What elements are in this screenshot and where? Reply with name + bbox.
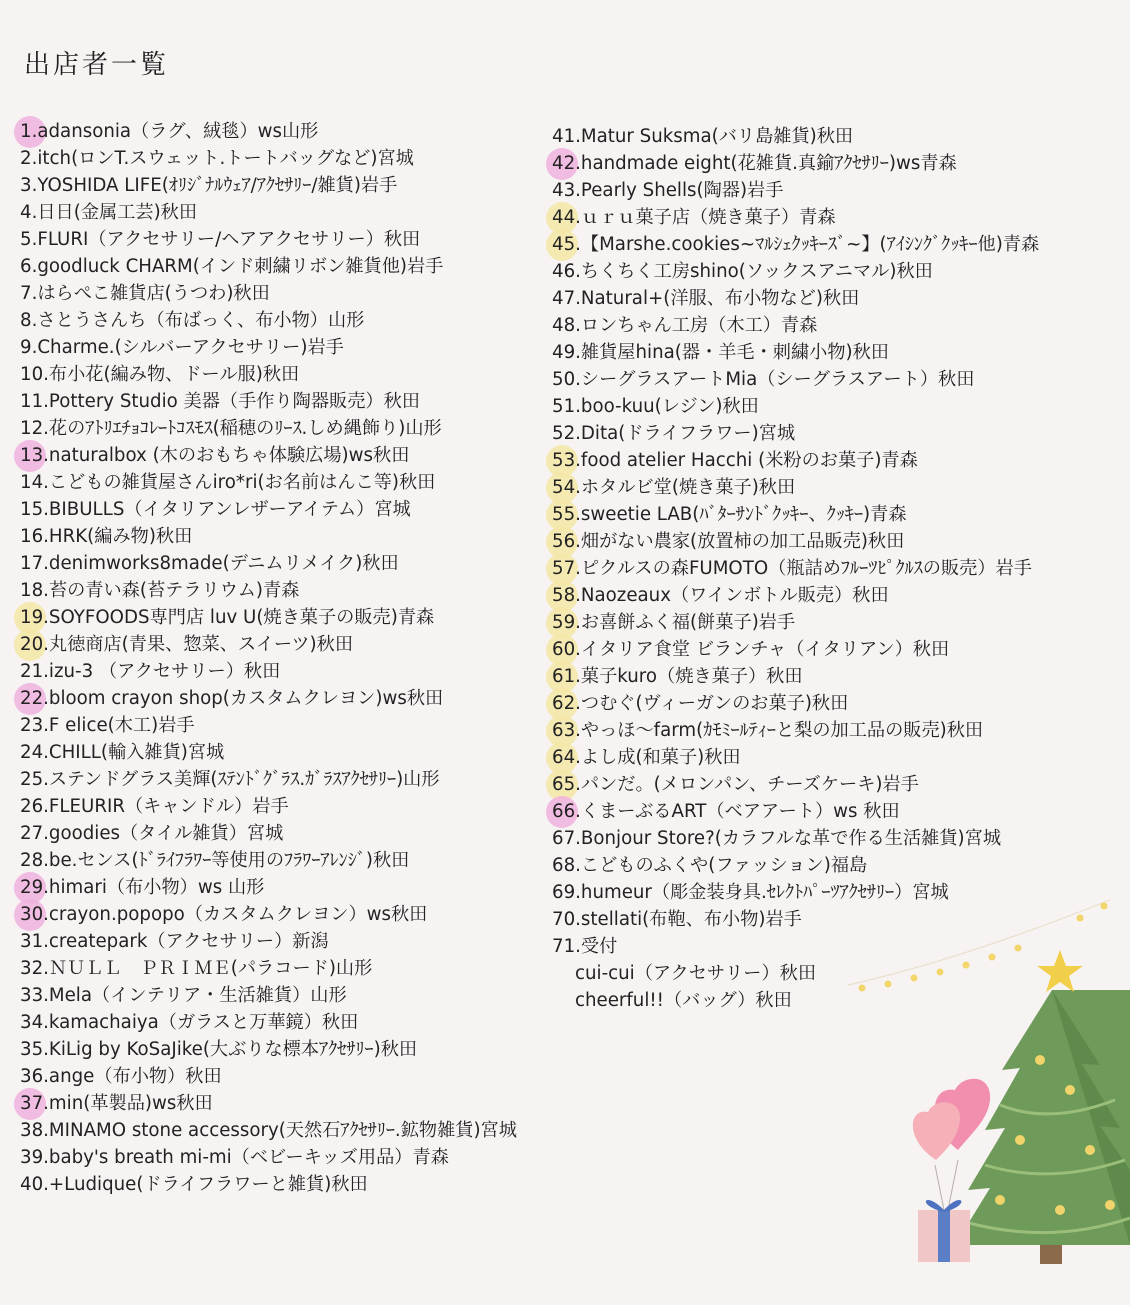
exhibitor-entry-text: 1.adansonia（ラグ、絨毯）ws山形: [20, 121, 319, 142]
exhibitor-entry-text: 17.denimworks8made(デニムリメイク)秋田: [20, 553, 399, 574]
exhibitor-entry-text: 60.イタリア食堂 ビランチャ（イタリアン）秋田: [552, 639, 950, 660]
exhibitor-entry-text: 38.MINAMO stone accessory(天然石ｱｸｾｻﾘｰ.鉱物雑貨)宮城: [20, 1120, 517, 1141]
exhibitor-entry-text: 39.baby's breath mi-mi（ベビーキッズ用品）青森: [20, 1147, 449, 1168]
exhibitor-entry-text: 4.日日(金属工芸)秋田: [20, 202, 198, 223]
exhibitor-entry-text: 31.createpark（アクセサリー）新潟: [20, 931, 329, 952]
exhibitor-entry-text: 24.CHILL(輸入雑貨)宮城: [20, 742, 225, 763]
exhibitor-entry-text: 64.よし成(和菓子)秋田: [552, 747, 741, 768]
exhibitor-entry-text: 8.さとうさんち（布ばっく、布小物）山形: [20, 310, 365, 331]
exhibitor-entry-text: 52.Dita(ドライフラワー)宮城: [552, 423, 796, 444]
exhibitor-entry-text: 41.Matur Suksma(バリ島雑貨)秋田: [552, 126, 854, 147]
exhibitor-entry-text: 29.himari（布小物）ws 山形: [20, 877, 265, 898]
exhibitor-entry-text: 2.itch(ロンT.スウェット.トートバッグなど)宮城: [20, 148, 414, 169]
exhibitor-entry-text: 57.ピクルスの森FUMOTO（瓶詰めﾌﾙｰﾂﾋﾟｸﾙｽの販売）岩手: [552, 558, 1032, 579]
exhibitor-entry-text: cui-cui（アクセサリー）秋田: [575, 963, 817, 984]
exhibitor-entry-text: 68.こどものふくや(ファッション)福島: [552, 855, 868, 876]
exhibitor-entry-text: 71.受付: [552, 936, 618, 957]
exhibitor-entry-text: 6.goodluck CHARM(インド刺繍リボン雑貨他)岩手: [20, 256, 444, 277]
exhibitor-entry-text: 3.YOSHIDA LIFE(ｵﾘｼﾞﾅﾙｳｪｱ/ｱｸｾｻﾘｰ/雑貨)岩手: [20, 175, 398, 196]
exhibitor-entry-text: 27.goodies（タイル雑貨）宮城: [20, 823, 284, 844]
exhibitor-entry-text: 53.food atelier Hacchi (米粉のお菓子)青森: [552, 450, 918, 471]
exhibitor-entry-text: 54.ホタルビ堂(焼き菓子)秋田: [552, 477, 796, 498]
exhibitor-entry-text: cheerful!!（バッグ）秋田: [575, 990, 792, 1011]
exhibitor-entry-text: 25.ステンドグラス美輝(ｽﾃﾝﾄﾞｸﾞﾗｽ.ｶﾞﾗｽｱｸｾｻﾘｰ)山形: [20, 769, 440, 790]
exhibitor-entry-text: 62.つむぐ(ヴィーガンのお菓子)秋田: [552, 693, 849, 714]
exhibitor-entry-text: 21.izu-3 （アクセサリー）秋田: [20, 661, 281, 682]
exhibitor-entry-text: 56.畑がない農家(放置柿の加工品販売)秋田: [552, 531, 905, 552]
exhibitor-entry-text: 16.HRK(編み物)秋田: [20, 526, 193, 547]
exhibitor-entry-text: 26.FLEURIR（キャンドル）岩手: [20, 796, 289, 817]
exhibitor-entry-text: 69.humeur（彫金装身具.ｾﾚｸﾄﾊﾟｰﾂｱｸｾｻﾘｰ）宮城: [552, 882, 949, 903]
exhibitor-entry-text: 22.bloom crayon shop(カスタムクレヨン)ws秋田: [20, 688, 444, 709]
exhibitor-entry-text: 55.sweetie LAB(ﾊﾞﾀｰｻﾝﾄﾞｸｯｷｰ、ｸｯｷｰ)青森: [552, 504, 907, 525]
exhibitor-entry-text: 40.+Ludique(ドライフラワーと雑貨)秋田: [20, 1174, 368, 1195]
exhibitor-entry-text: 50.シーグラスアートMia（シーグラスアート）秋田: [552, 369, 975, 390]
exhibitor-entry-text: 59.お喜餅ふく福(餅菓子)岩手: [552, 612, 796, 633]
exhibitor-entry-text: 47.Natural+(洋服、布小物など)秋田: [552, 288, 860, 309]
exhibitor-entry-text: 15.BIBULLS（イタリアンレザーアイテム）宮城: [20, 499, 411, 520]
exhibitor-entry-text: 36.ange（布小物）秋田: [20, 1066, 222, 1087]
exhibitor-entry-text: 18.苔の青い森(苔テラリウム)青森: [20, 580, 300, 601]
exhibitor-entry-text: 20.丸徳商店(青果、惣菜、スイーツ)秋田: [20, 634, 354, 655]
exhibitor-entry-text: 32.ＮＵＬＬ ＰＲＩＭＥ(パラコード)山形: [20, 958, 373, 979]
exhibitor-entry-text: 70.stellati(布鞄、布小物)岩手: [552, 909, 802, 930]
exhibitor-entry-text: 19.SOYFOODS専門店 luv U(焼き菓子の販売)青森: [20, 607, 435, 628]
exhibitor-entry-text: 46.ちくちく工房shino(ソックスアニマル)秋田: [552, 261, 933, 282]
exhibitor-entry-text: 23.F elice(木工)岩手: [20, 715, 195, 736]
exhibitor-entry-text: 9.Charme.(シルバーアクセサリー)岩手: [20, 337, 344, 358]
star-icon: [1037, 950, 1083, 992]
exhibitor-entry-text: 11.Pottery Studio 美器（手作り陶器販売）秋田: [20, 391, 420, 412]
exhibitor-entry-text: 28.be.センス(ﾄﾞﾗｲﾌﾗﾜｰ等使用のﾌﾗﾜｰｱﾚﾝｼﾞ)秋田: [20, 850, 410, 871]
exhibitor-entry-text: 7.はらぺこ雑貨店(うつわ)秋田: [20, 283, 270, 304]
exhibitor-entry-text: 51.boo-kuu(レジン)秋田: [552, 396, 759, 417]
exhibitor-entry-text: 43.Pearly Shells(陶器)岩手: [552, 180, 784, 201]
exhibitor-entry-text: 58.Naozeaux（ワインボトル販売）秋田: [552, 585, 889, 606]
exhibitor-entry-text: 42.handmade eight(花雑貨.真鍮ｱｸｾｻﾘｰ)ws青森: [552, 153, 957, 174]
exhibitor-entry-text: 61.菓子kuro（焼き菓子）秋田: [552, 666, 803, 687]
exhibitor-entry-text: 37.min(革製品)ws秋田: [20, 1093, 213, 1114]
exhibitor-entry-text: 67.Bonjour Store?(カラフルな革で作る生活雑貨)宮城: [552, 828, 1002, 849]
exhibitor-entry-text: 12.花のｱﾄﾘｴﾁｮｺﾚｰﾄｺｽﾓｽ(稲穂のﾘｰｽ.しめ縄飾り)山形: [20, 418, 442, 439]
exhibitor-entry-text: 63.やっほ〜farm(ｶﾓﾐｰﾙﾃｨｰと梨の加工品の販売)秋田: [552, 720, 984, 741]
exhibitor-entry-text: 14.こどもの雑貨屋さんiro*ri(お名前はんこ等)秋田: [20, 472, 436, 493]
exhibitor-entry-text: 65.パンだ。(メロンパン、チーズケーキ)岩手: [552, 774, 919, 795]
exhibitor-entry-text: 13.naturalbox (木のおもちゃ体験広場)ws秋田: [20, 445, 410, 466]
exhibitor-entry-text: 30.crayon.popopo（カスタムクレヨン）ws秋田: [20, 904, 428, 925]
heart-balloons: [913, 1079, 990, 1210]
exhibitor-entry-text: 45.【Marshe.cookies~ﾏﾙｼｪｸｯｷｰｽﾞ~】(ｱｲｼﾝｸﾞｸｯｷｰ他)青森: [552, 234, 1040, 255]
exhibitor-entry-text: 35.KiLig by KoSaJike(大ぶりな標本ｱｸｾｻﾘｰ)秋田: [20, 1039, 418, 1060]
exhibitor-entry-text: 48.ロンちゃん工房（木工）青森: [552, 315, 818, 336]
exhibitor-entry-text: 33.Mela（インテリア・生活雑貨）山形: [20, 985, 347, 1006]
exhibitor-entry-text: 49.雑貨屋hina(器・羊毛・刺繍小物)秋田: [552, 342, 889, 363]
exhibitor-entry-text: 10.布小花(編み物、ドール服)秋田: [20, 364, 300, 385]
exhibitor-entry-text: 66.くまーぶるART（ベアアート）ws 秋田: [552, 801, 900, 822]
exhibitor-entry-text: 34.kamachaiya（ガラスと万華鏡）秋田: [20, 1012, 359, 1033]
exhibitor-entry-text: 44.ｕｒｕ菓子店（焼き菓子）青森: [552, 207, 836, 228]
exhibitor-entry-text: 5.FLURI（アクセサリー/ヘアアクセサリー）秋田: [20, 229, 421, 250]
page-title: 出店者一覧: [24, 50, 170, 80]
